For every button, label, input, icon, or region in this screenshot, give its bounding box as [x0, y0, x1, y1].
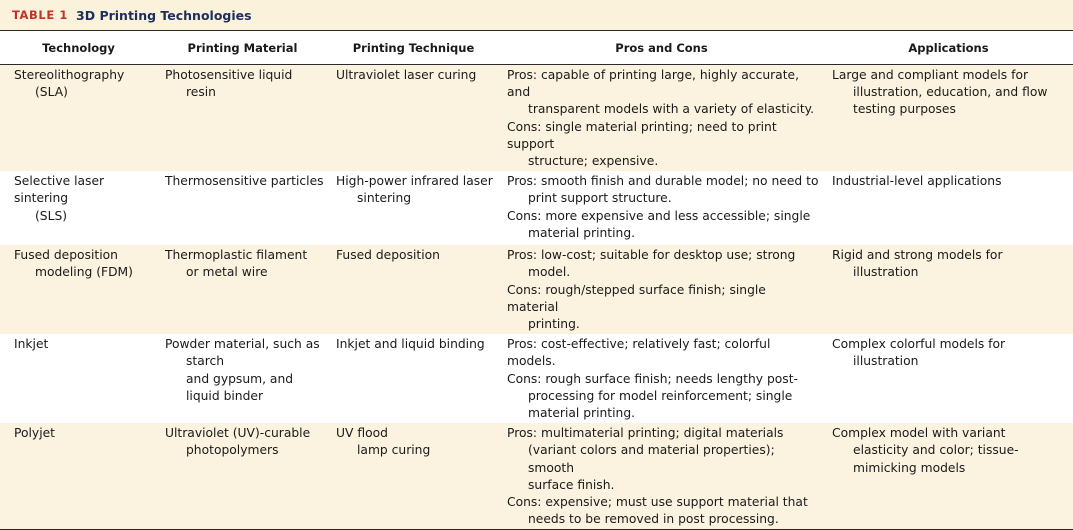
- cell-line: illustration: [853, 265, 919, 280]
- cell-line: resin: [186, 85, 216, 100]
- cell-line: Inkjet and liquid binding: [336, 337, 485, 352]
- table-row: [0, 334, 1073, 423]
- cell-line: Polyjet: [14, 426, 55, 441]
- cell-applications: [824, 171, 1073, 245]
- cell-line: print support structure.: [528, 191, 672, 206]
- cell-line: Rigid and strong models for: [832, 248, 1003, 263]
- cell-line: Powder material, such as: [165, 337, 320, 352]
- cell-line: Photosensitive liquid: [165, 68, 293, 82]
- header-applications: Applications: [824, 31, 1073, 65]
- cell-line: Stereolithography: [14, 68, 125, 82]
- cell-line: Pros: smooth finish and durable model; no need to: [507, 174, 819, 189]
- cell-applications: [824, 423, 1073, 530]
- cell-line: (SLA): [35, 85, 68, 100]
- cell-line: mimicking models: [853, 460, 966, 475]
- cell-printing-technique: [328, 334, 499, 423]
- cell-line: printing.: [528, 317, 580, 332]
- table-row: [0, 65, 1073, 172]
- cell-line: (SLS): [35, 208, 68, 223]
- cell-line: Pros: cost-effective; relatively fast; colorful models.: [507, 337, 771, 369]
- cell-line: Inkjet: [14, 337, 49, 352]
- cell-line: Selective laser sintering: [14, 174, 105, 206]
- cell-line: Large and compliant models for: [832, 68, 1029, 82]
- cell-printing-material: [157, 65, 328, 172]
- cell-line: Industrial-level applications: [832, 174, 1002, 189]
- cell-line: Cons: expensive; must use support material that: [507, 495, 808, 510]
- cell-line: Thermosensitive particles: [165, 174, 324, 189]
- cell-printing-material: [157, 334, 328, 423]
- cell-line: Fused deposition: [336, 248, 440, 263]
- cell-line: Ultraviolet (UV)-curable: [165, 426, 311, 441]
- cell-technology: [0, 334, 157, 423]
- cell-line: needs to be removed in post processing.: [528, 512, 779, 527]
- cell-pros-and-cons: [499, 171, 824, 245]
- cell-printing-material: [157, 245, 328, 334]
- table-row: [0, 245, 1073, 334]
- cell-line: Cons: more expensive and less accessible; single: [507, 208, 811, 223]
- cell-pros-and-cons: [499, 423, 824, 530]
- cell-line: illustration, education, and flow: [853, 85, 1048, 100]
- cell-pros-and-cons: [499, 65, 824, 172]
- table-row: [0, 171, 1073, 245]
- cell-line: Pros: capable of printing large, highly accurate, and: [507, 68, 800, 100]
- cell-line: High-power infrared laser: [336, 174, 493, 189]
- cell-line: and gypsum, and: [186, 371, 294, 386]
- cell-applications: [824, 334, 1073, 423]
- cell-line: Ultraviolet laser curing: [336, 68, 477, 82]
- cell-line: starch: [186, 354, 225, 369]
- cell-applications: [824, 245, 1073, 334]
- cell-pros-and-cons: [499, 334, 824, 423]
- cell-line: UV flood: [336, 426, 388, 441]
- cell-printing-technique: [328, 171, 499, 245]
- header-printing-technique: Printing Technique: [328, 31, 499, 65]
- cell-line: material printing.: [528, 225, 636, 240]
- cell-line: or metal wire: [186, 265, 268, 280]
- table-row: [0, 423, 1073, 530]
- header-pros-and-cons: Pros and Cons: [499, 31, 824, 65]
- cell-line: liquid binder: [186, 388, 264, 403]
- cell-line: Thermoplastic filament: [165, 248, 308, 263]
- cell-line: modeling (FDM): [35, 265, 133, 280]
- header-technology: Technology: [0, 31, 157, 65]
- cell-printing-technique: [328, 245, 499, 334]
- cell-line: transparent models with a variety of elasticity.: [528, 102, 815, 117]
- cell-line: model.: [528, 265, 571, 280]
- cell-applications: [824, 65, 1073, 172]
- cell-pros-and-cons: [499, 245, 824, 334]
- cell-technology: [0, 65, 157, 172]
- cell-line: Cons: single material printing; need to print support: [507, 119, 777, 151]
- cell-line: testing purposes: [853, 102, 956, 117]
- cell-printing-material: [157, 423, 328, 530]
- cell-line: lamp curing: [357, 443, 431, 458]
- cell-technology: [0, 171, 157, 245]
- cell-line: (variant colors and material properties); smooth: [528, 443, 775, 475]
- cell-line: sintering: [357, 191, 412, 206]
- cell-line: Cons: rough surface finish; needs lengthy post-: [507, 371, 798, 386]
- cell-printing-material: [157, 171, 328, 245]
- header-printing-material: Printing Material: [157, 31, 328, 65]
- table-title: 3D Printing Technologies: [76, 7, 252, 23]
- cell-line: elasticity and color; tissue-: [853, 443, 1019, 458]
- header-row: [0, 31, 1073, 65]
- table-label: TABLE 1: [12, 8, 69, 22]
- cell-line: Complex model with variant: [832, 426, 1006, 441]
- cell-line: photopolymers: [186, 443, 279, 458]
- cell-printing-technique: [328, 423, 499, 530]
- cell-line: material printing.: [528, 406, 636, 421]
- cell-line: Pros: multimaterial printing; digital materials: [507, 426, 784, 441]
- table-caption: [0, 0, 1073, 31]
- cell-line: Cons: rough/stepped surface finish; single material: [507, 282, 766, 314]
- cell-printing-technique: [328, 65, 499, 172]
- technologies-table: [0, 31, 1073, 530]
- cell-technology: [0, 423, 157, 530]
- cell-line: Complex colorful models for: [832, 337, 1006, 352]
- cell-line: surface finish.: [528, 477, 615, 492]
- cell-line: processing for model reinforcement; single: [528, 388, 793, 403]
- cell-line: Fused deposition: [14, 248, 118, 263]
- cell-line: illustration: [853, 354, 919, 369]
- cell-line: Pros: low-cost; suitable for desktop use; strong: [507, 248, 796, 263]
- cell-line: structure; expensive.: [528, 154, 659, 169]
- cell-technology: [0, 245, 157, 334]
